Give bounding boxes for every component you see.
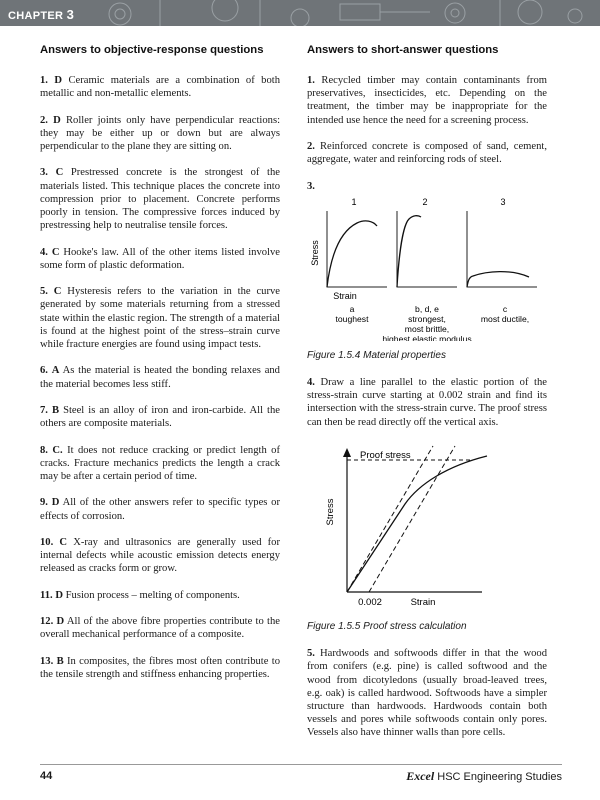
answer-text: Reinforced concrete is composed of sand, cement, aggregate, water and reinforcing rods of steel. [307, 141, 547, 166]
answer-letter: A [51, 365, 60, 377]
curve-toughest [327, 221, 377, 287]
question-number: 1. [40, 75, 48, 86]
desc-elastic-modulus: highest elastic modulus [382, 333, 472, 341]
curve-strongest [397, 215, 421, 286]
answer-text: Roller joints only have perpendicular reactions: they may be either up or down but are always perpendicular to the plane they are sitting on. [40, 114, 281, 152]
answer-text: It does not reduce cracking or predict length of cracks. Fracture mechanics predicts the length a crack may be after a certain period of time. [40, 444, 280, 482]
graph-number-3: 3 [500, 196, 506, 207]
fig1-x-axis-label: Strain [333, 290, 357, 301]
objective-answer [40, 74, 280, 100]
objective-heading: Answers to objective-response questions [40, 44, 264, 56]
question-number: 11. [40, 589, 53, 601]
objective-answer [40, 246, 280, 272]
answer-text: Steel is an alloy of iron and iron-carbide. All the others are composite materials. [40, 404, 281, 430]
desc-strongest: strongest, [408, 313, 446, 324]
question-number: 4. [307, 377, 315, 388]
objective-answer [40, 496, 280, 522]
question-number: 5. [40, 286, 48, 298]
answer-letter: D [51, 497, 60, 509]
answer-text: Hardwoods and softwoods differ in that the wood from conifers (e.g. pine) is called softwood and the wood from dicotyledons (usually broad-leaved trees, e.g. oak) is called hardwood. Softwoods have a simpler structure than hardwoods. Hardwoods contain both vessels and pores while softwoods contain only pores. Vessels also have thinner walls than pore cells. [307, 648, 547, 739]
right-column [307, 44, 547, 753]
graph-number-1: 1 [351, 196, 357, 207]
question-number: 9. [40, 497, 48, 509]
chapter-label [8, 7, 74, 22]
axes [343, 448, 482, 592]
book-brand: Excel [406, 769, 435, 783]
answer-text: Ceramic materials are a combination of both metallic and non-metallic elements. [40, 75, 280, 100]
answer-text: Hysteresis refers to the variation in the curve generated by some materials returning from a stressed state within the elastic region. The strength of a material is found at the highest point of the stress–strain curve while fracture energies are found using impact tests. [40, 286, 280, 350]
answer-text: In composites, the fibres most often contribute to the tensile strength and stiffness enhancing properties. [40, 655, 280, 680]
objective-answer [40, 536, 280, 576]
elastic-extension-line [347, 446, 433, 592]
stress-strain-curve [347, 456, 487, 592]
question-number: 1. [307, 75, 315, 86]
objective-answer [40, 166, 280, 232]
question-number: 2. [40, 114, 48, 126]
curve-letter-a: a [349, 303, 355, 314]
chapter-banner [0, 0, 600, 26]
figure-material-properties [307, 193, 547, 341]
footer-rule [40, 764, 562, 765]
answer-text: Draw a line parallel to the elastic portion of the stress-strain curve starting at 0.002 strain and find its intersection with the stress-strain curve. The proof stress can then be read directly off the vertical axis. [307, 377, 547, 428]
short-answer-1 [307, 74, 547, 127]
offset-label: 0.002 [358, 597, 382, 608]
answer-letter: B [51, 404, 60, 416]
curve-most-ductile [467, 271, 529, 286]
material-properties-diagram [307, 193, 547, 341]
curve-letter-c: c [502, 303, 508, 314]
figure-caption-1-5-4: Figure 1.5.4 Material properties [307, 349, 446, 361]
answer-letter: C [51, 246, 60, 258]
question-number: 8. [40, 444, 48, 456]
fig2-y-axis-label: Stress [325, 498, 336, 526]
desc-ductile: most ductile, [480, 313, 530, 324]
question-number: 4. [40, 246, 48, 258]
fig2-x-axis-label: Strain [410, 597, 436, 608]
answer-text: Hooke's law. All of the other items listed involve some form of plastic deformation. [40, 246, 280, 271]
figure-caption-1-5-5: Figure 1.5.5 Proof stress calculation [307, 621, 467, 632]
objective-answers-list [40, 74, 280, 681]
objective-answer [40, 404, 280, 430]
answer-letter: C [59, 536, 68, 548]
banner-decoration [0, 0, 600, 26]
answer-letter: C. [52, 444, 63, 456]
answer-letter: D [56, 616, 65, 628]
answer-text: All of the other answers refer to specific types or effects of corrosion. [40, 497, 280, 522]
desc-brittle: most brittle, [404, 323, 450, 334]
question-number: 2. [307, 141, 315, 152]
short-answer-4 [307, 376, 547, 429]
short-answer-heading: Answers to short-answer questions [307, 44, 499, 56]
question-number: 10. [40, 536, 54, 548]
desc-toughest: toughest [335, 313, 369, 324]
objective-answer [40, 364, 280, 390]
book-title [406, 769, 562, 784]
answer-text: As the material is heated the bonding relaxes and the material becomes less stiff. [40, 365, 280, 390]
graph-number-2: 2 [422, 196, 428, 207]
page-number: 44 [40, 770, 53, 782]
answer-letter: D [54, 75, 63, 86]
objective-answer [40, 285, 280, 351]
question-number: 13. [40, 655, 54, 667]
offset-parallel-line [369, 446, 455, 592]
answer-letter: D [55, 589, 63, 601]
objective-answer [40, 615, 280, 641]
short-answer-5 [307, 647, 547, 739]
objective-answer [40, 589, 280, 602]
answer-letter: C [53, 286, 62, 298]
answer-text: Recycled timber may contain contaminants from preservatives, insecticides, etc. Depending on the treatment, the timber may be inappropriate for the intended use hence the need for a screening process. [307, 75, 547, 126]
answer-text: All of the above fibre properties contribute to the overall mechanical performance of a composite. [40, 616, 280, 641]
question-number: 5. [307, 648, 315, 660]
curve-letter-bde: b, d, e [415, 303, 439, 314]
short-answer-2 [307, 140, 547, 166]
short-answer-3 [307, 180, 547, 193]
book-name: HSC Engineering Studies [437, 771, 562, 783]
answer-text: Prestressed concrete is the strongest of the materials listed. This technique places the concrete into compression prior to placement. Concrete performs poorly in tension. The compressive forces induced by prestressing help to neutralise tensile forces. [40, 167, 280, 232]
chapter-word: CHAPTER [8, 10, 64, 22]
fig1-y-axis-label: Stress [310, 240, 320, 266]
chapter-number: 3 [66, 7, 75, 22]
answer-text: Fusion process – melting of components. [65, 589, 240, 601]
objective-answer [40, 655, 280, 681]
question-number: 6. [40, 365, 48, 377]
question-number: 3. [307, 180, 315, 192]
answer-text: X-ray and ultrasonics are generally used for internal defects while acoustic emission detects energy released as cracks form or grow. [40, 536, 280, 575]
left-column [40, 44, 280, 694]
objective-answer [40, 114, 280, 154]
question-number: 12. [40, 616, 54, 628]
answer-letter: D [53, 114, 61, 126]
question-number: 3. [40, 167, 48, 179]
objective-answer [40, 444, 280, 484]
figure-proof-stress [307, 442, 547, 614]
answer-letter: B [56, 655, 64, 667]
answer-letter: C [55, 167, 64, 179]
proof-stress-label: Proof stress [360, 450, 411, 461]
question-number: 7. [40, 404, 48, 416]
proof-stress-diagram [307, 442, 547, 614]
